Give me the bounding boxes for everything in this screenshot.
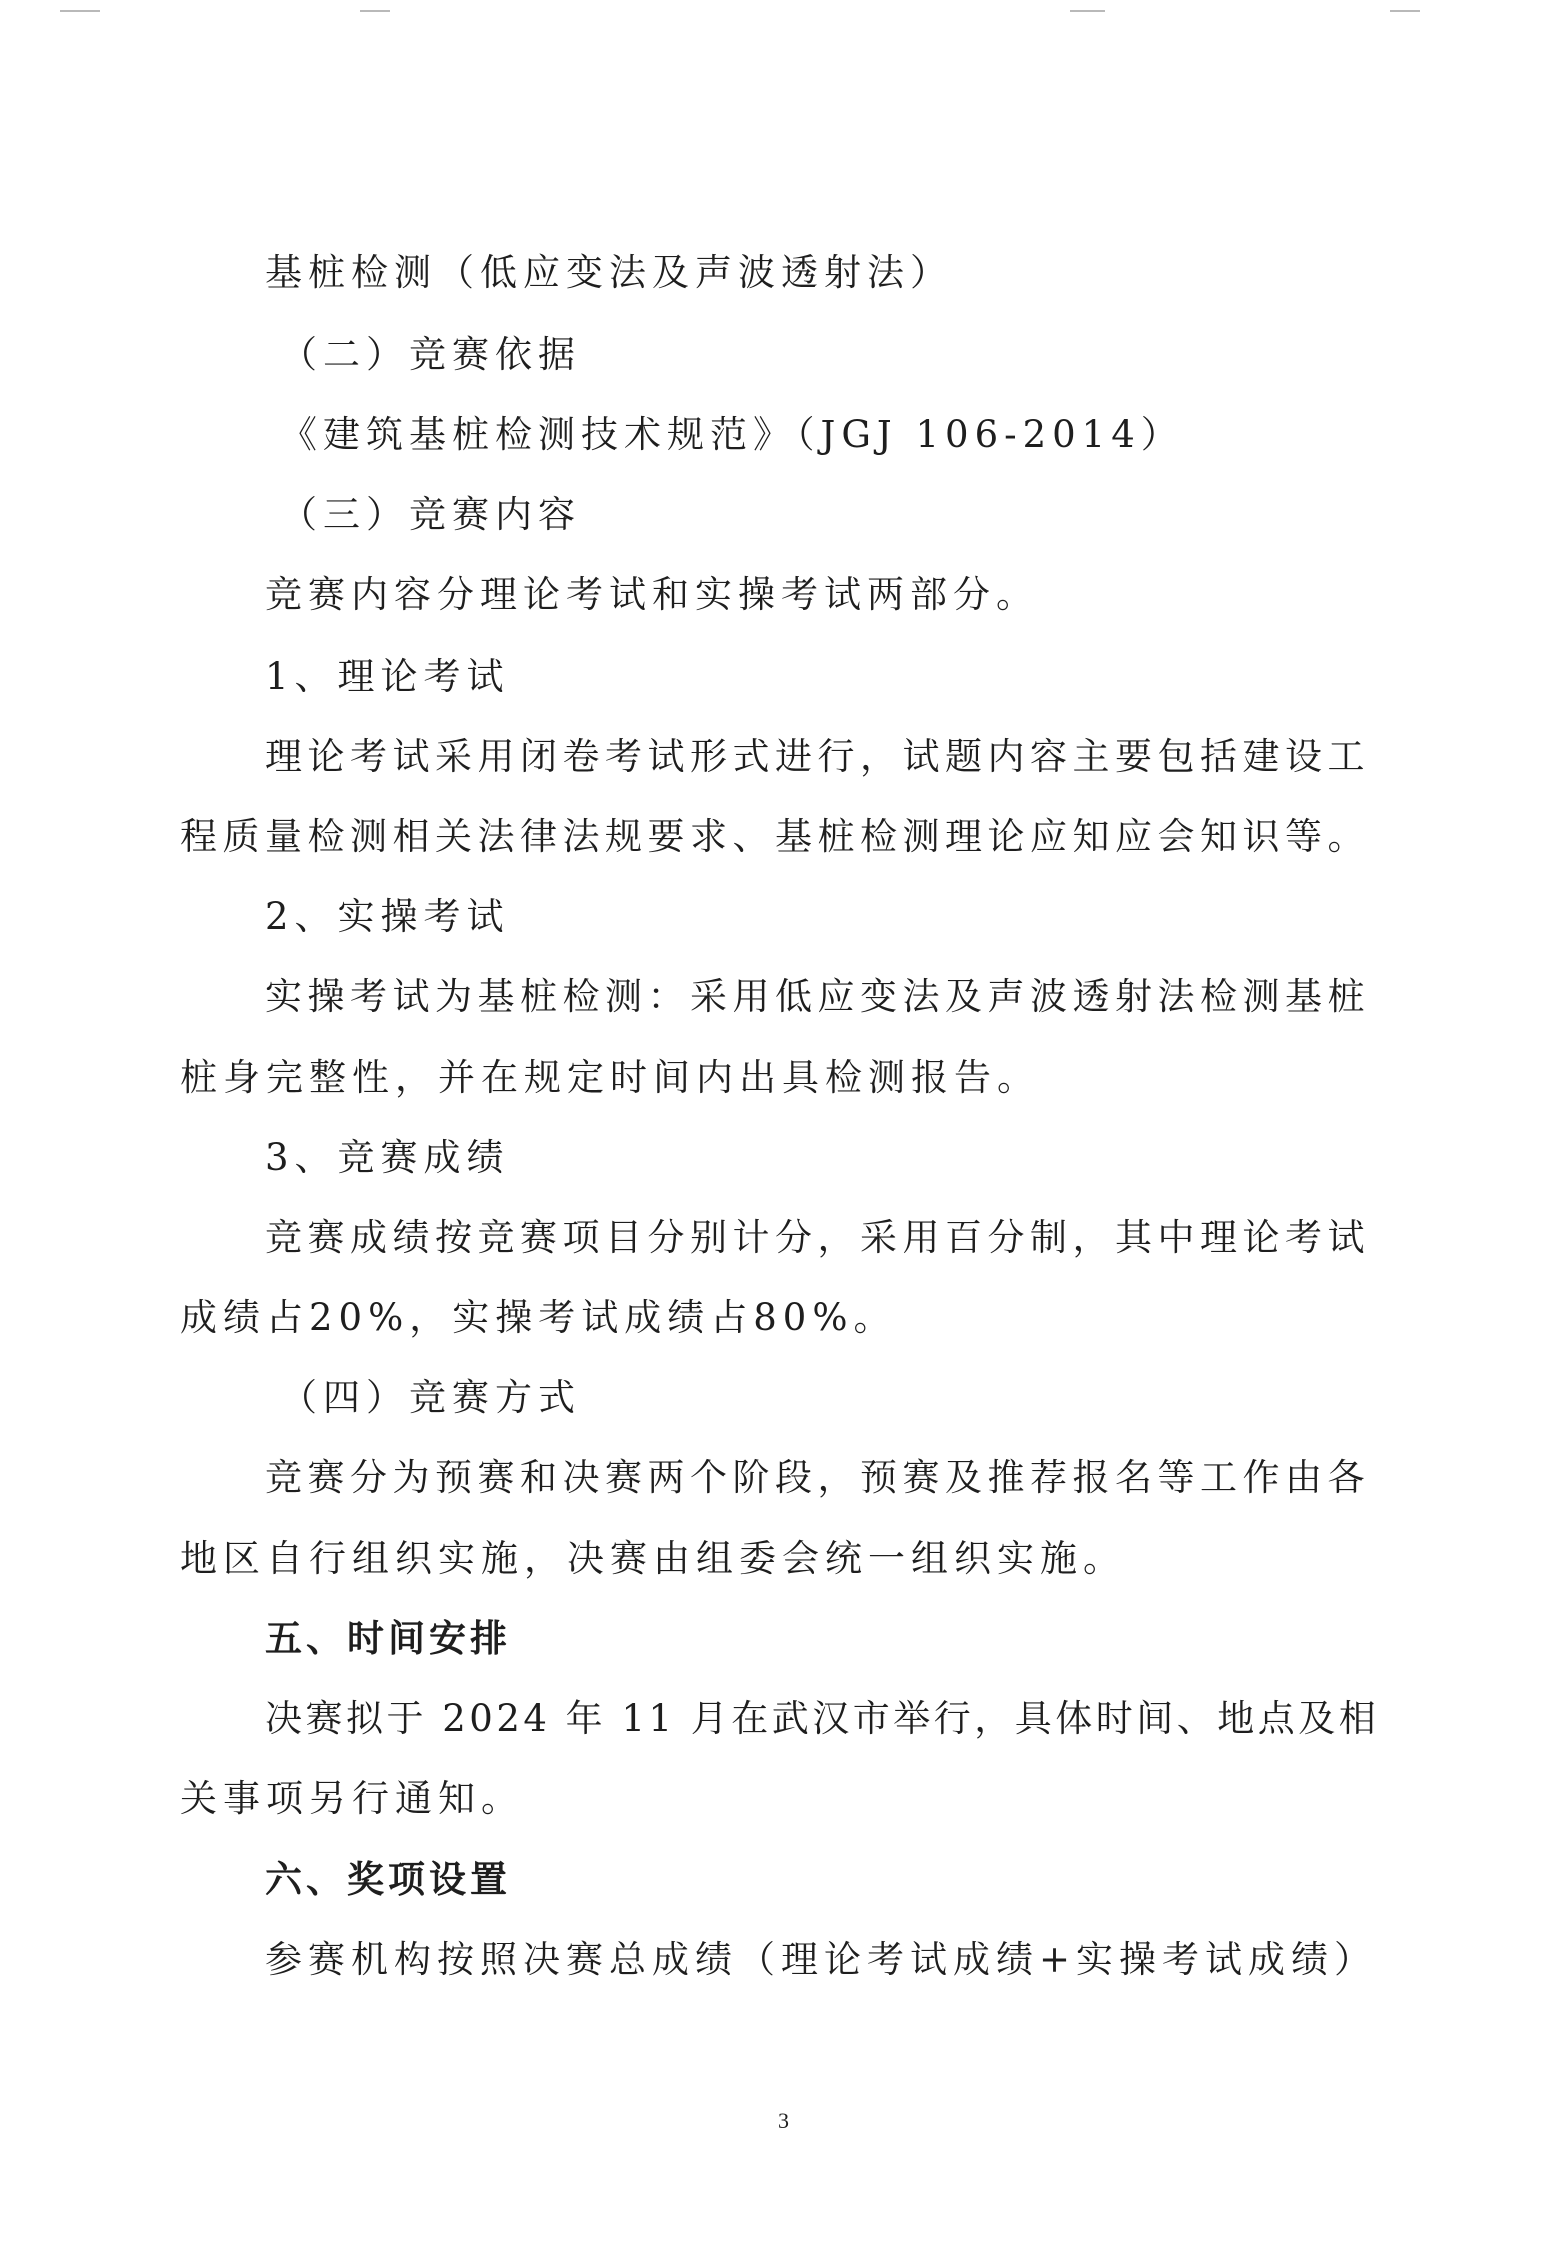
subsection-heading: （二）竞赛依据	[280, 333, 581, 376]
subsection-heading: （三）竞赛内容	[280, 493, 581, 536]
item-heading: 1、理论考试	[265, 655, 510, 698]
body-line: 竞赛分为预赛和决赛两个阶段，预赛及推荐报名等工作由各	[265, 1456, 1370, 1499]
body-line: 地区自行组织实施，决赛由组委会统一组织实施。	[180, 1537, 1126, 1580]
body-line: 关事项另行通知。	[180, 1777, 524, 1820]
subsection-heading: （四）竞赛方式	[280, 1376, 581, 1419]
body-line: 竞赛成绩按竞赛项目分别计分，采用百分制，其中理论考试	[265, 1216, 1370, 1259]
body-line: 参赛机构按照决赛总成绩（理论考试成绩+实操考试成绩）	[265, 1938, 1378, 1981]
scan-artifact	[1070, 10, 1105, 12]
body-line: 程质量检测相关法律法规要求、基桩检测理论应知应会知识等。	[180, 815, 1370, 858]
body-line: 桩身完整性，并在规定时间内出具检测报告。	[180, 1056, 1040, 1099]
section-heading: 五、时间安排	[265, 1617, 511, 1660]
section-heading: 六、奖项设置	[265, 1858, 511, 1901]
scan-artifact	[1390, 10, 1420, 12]
page-number: 3	[778, 2108, 789, 2133]
body-line: 实操考试为基桩检测：采用低应变法及声波透射法检测基桩	[265, 975, 1370, 1018]
scan-artifact	[360, 10, 390, 12]
body-line: 竞赛内容分理论考试和实操考试两部分。	[265, 573, 1039, 616]
body-line: 决赛拟于 2024 年 11 月在武汉市举行，具体时间、地点及相	[265, 1697, 1380, 1740]
scan-artifact	[60, 10, 100, 12]
body-line: 成绩占20%，实操考试成绩占80%。	[180, 1296, 897, 1339]
item-heading: 3、竞赛成绩	[265, 1136, 510, 1179]
body-line: 理论考试采用闭卷考试形式进行，试题内容主要包括建设工	[265, 735, 1370, 778]
item-heading: 2、实操考试	[265, 895, 510, 938]
body-line: 《建筑基桩检测技术规范》（JGJ 106-2014）	[280, 413, 1184, 456]
body-line: 基桩检测（低应变法及声波透射法）	[265, 251, 953, 294]
